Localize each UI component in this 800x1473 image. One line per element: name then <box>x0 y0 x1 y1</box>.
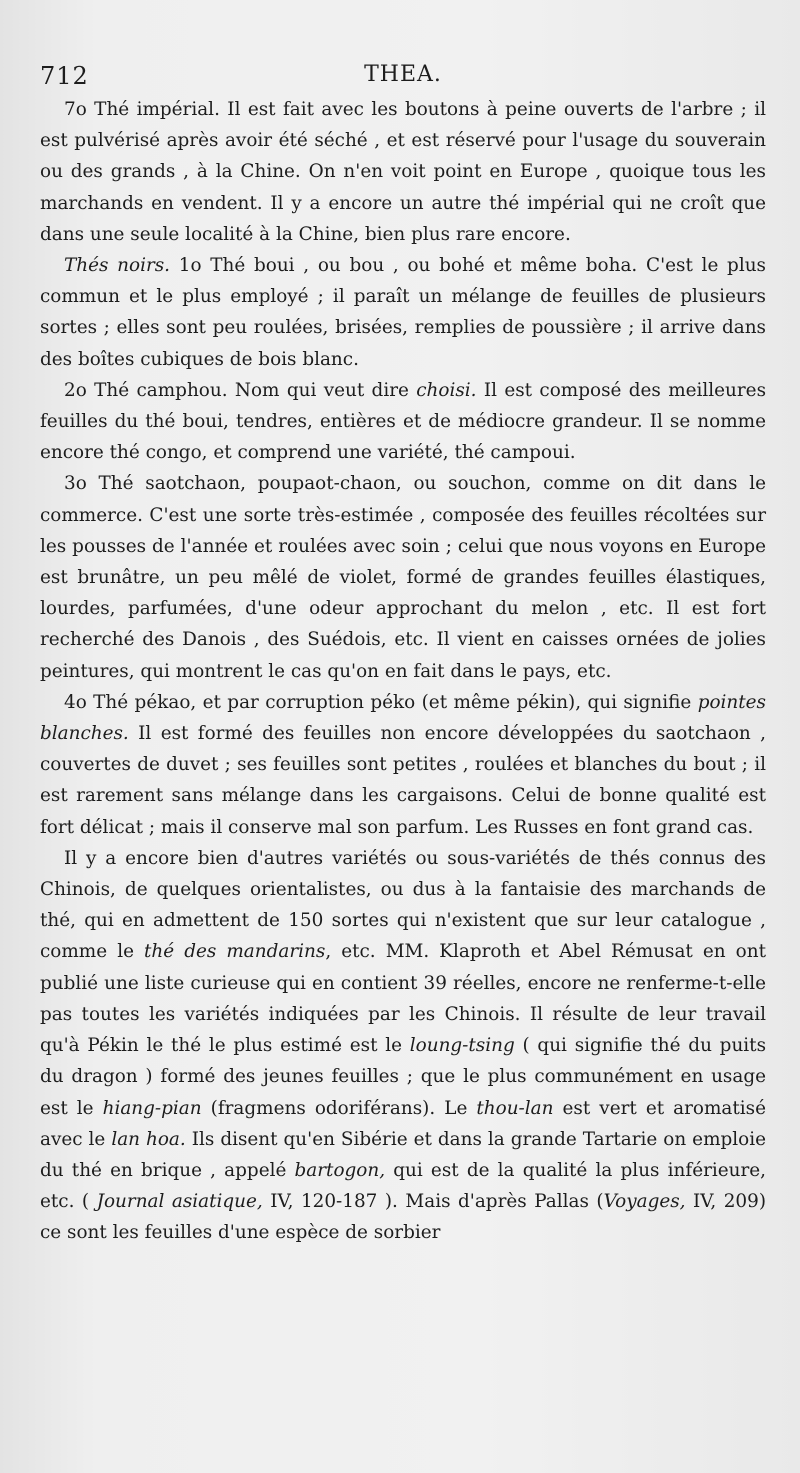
paragraph <box>40 375 766 469</box>
text-run: (fragmens odoriférans). Le <box>201 1097 477 1119</box>
text-run: Ils disent qu'en Sibérie et dans la grande Tartarie on emploie du thé en brique , appelé <box>40 1128 766 1181</box>
text-run: Il est composé des meilleures feuilles du thé boui, tendres, entières et de médiocre grandeur. Il se nomme encore thé congo, et comprend une variété, thé campoui. <box>40 379 767 464</box>
text-run: est vert et aromatisé avec le <box>40 1097 766 1150</box>
paragraph <box>40 250 766 375</box>
running-head: THEA. <box>364 62 442 87</box>
italic-text: Thés noirs. <box>64 255 171 277</box>
paragraph <box>40 843 766 1249</box>
text-run: 1o Thé boui , ou bou , ou bohé et même boha. C'est le plus commun et le plus employé ; il paraît un mélange de feuilles de plusieurs sortes ; elles sont peu roulées, brisées, remplies de poussière ; il arrive dans des boîtes cubiques de bois blanc. <box>40 255 766 370</box>
text-run: 3o Thé saotchaon, poupaot-chaon, ou souchon, comme on dit dans le commerce. C'est une sorte très-estimée , composée des feuilles récoltées sur les pousses de l'année et roulées avec soin ; celui que nous voyons en Europe est brunâtre, un peu mêlé de violet, formé de grandes feuilles élastiques, lourdes, parfumées, d'une odeur approchant du melon , etc. Il est fort recherché des Danois , des Suédois, etc. Il vient en caisses ornées de jolies peintures, qui montrent le cas qu'on en fait dans le pays, etc. <box>40 473 766 682</box>
paragraph <box>40 94 766 250</box>
page-number: 712 <box>40 62 89 90</box>
text-run: qui est de la qualité la plus inférieure, etc. ( <box>40 1159 766 1213</box>
italic-text: Journal asiatique, <box>96 1191 263 1213</box>
italic-text: bartogon, <box>294 1159 386 1181</box>
italic-text: lan hoa. <box>111 1128 186 1150</box>
italic-text: Voyages, <box>603 1191 686 1213</box>
text-run: 7o Thé impérial. Il est fait avec les boutons à peine ouverts de l'arbre ; il est pulvérisé après avoir été séché , et est réservé pour l'usage du souverain ou des grands , à la Chine. On n'en voit point en Europe , quoique tous les marchands en vendent. Il y a encore un autre thé impérial qui ne croît que dans une seule localité à la Chine, bien plus rare encore. <box>40 99 766 245</box>
page-header <box>40 58 766 92</box>
paragraph <box>40 687 766 843</box>
italic-text: hiang-pian <box>102 1097 202 1119</box>
text-run: IV, 209) ce sont les feuilles d'une espèce de sorbier <box>40 1191 766 1244</box>
text-run: Il est formé des feuilles non encore développées du saotchaon , couvertes de duvet ; ses feuilles sont petites , roulées et blanches du bout ; il est rarement sans mélange dans les cargaisons. Celui de bonne qualité est fort délicat ; mais il conserve mal son parfum. Les Russes en font grand cas. <box>40 723 766 838</box>
italic-text: loung-tsing <box>409 1035 515 1057</box>
text-run: ( qui signifie thé du puits du dragon ) formé des jeunes feuilles ; que le plus communément en usage est le <box>40 1035 767 1119</box>
text-run: , etc. MM. Klaproth et Abel Rémusat en ont publié une liste curieuse qui en contient 39 réelles, encore ne renferme-t-elle pas toutes les variétés indiquées par les Chinois. Il résulte de leur travail qu'à Pékin le thé le plus estimé est le <box>40 941 766 1057</box>
paragraph <box>40 468 766 686</box>
italic-text: choisi. <box>416 379 477 401</box>
italic-text: pointes blanches. <box>40 691 766 745</box>
text-run: Il y a encore bien d'autres variétés ou sous-variétés de thés connus des Chinois, de quelques orientalistes, ou dus à la fantaisie des marchands de thé, qui en admettent de 150 sortes qui n'existent que sur leur catalogue , comme le <box>40 847 766 963</box>
text-run: IV, 120-187 ). Mais d'après Pallas ( <box>262 1191 604 1213</box>
text-run: 4o Thé pékao, et par corruption péko (et même pékin), qui signifie <box>64 691 698 713</box>
body-text <box>40 94 766 1249</box>
italic-text: thé des mandarins <box>144 941 326 963</box>
italic-text: thou-lan <box>476 1097 554 1119</box>
text-run: 2o Thé camphou. Nom qui veut dire <box>64 379 417 401</box>
